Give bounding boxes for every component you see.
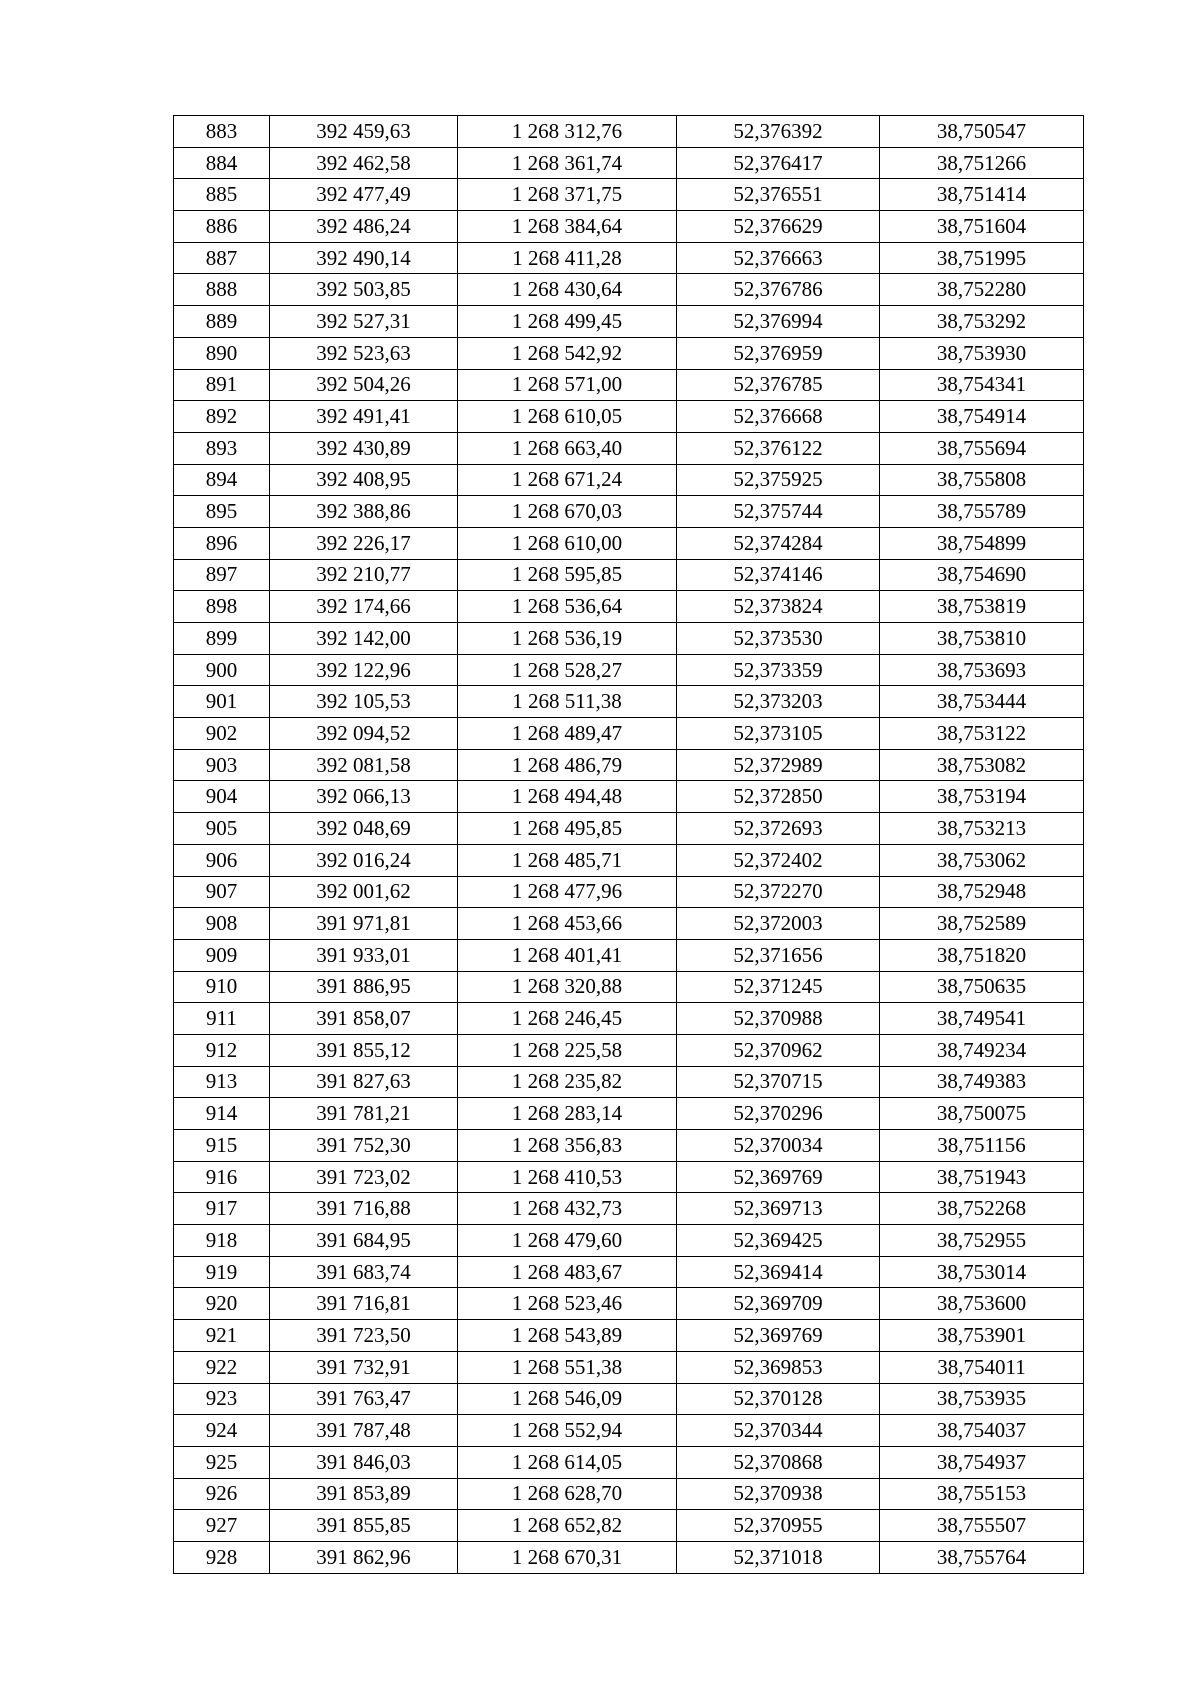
- x-coordinate-cell: 392 527,31: [270, 306, 458, 338]
- table-row: [174, 179, 1084, 211]
- x-coordinate-cell: 392 142,00: [270, 623, 458, 655]
- point-number-cell: 883: [174, 116, 270, 148]
- y-coordinate-cell: 1 268 246,45: [458, 1003, 677, 1035]
- y-coordinate-cell: 1 268 551,38: [458, 1351, 677, 1383]
- latitude-cell: 52,372989: [677, 749, 880, 781]
- latitude-cell: 52,372003: [677, 908, 880, 940]
- latitude-cell: 52,370955: [677, 1510, 880, 1542]
- longitude-cell: 38,749383: [880, 1066, 1084, 1098]
- table-row: [174, 876, 1084, 908]
- table-row: [174, 623, 1084, 655]
- longitude-cell: 38,753693: [880, 654, 1084, 686]
- point-number-cell: 911: [174, 1003, 270, 1035]
- y-coordinate-cell: 1 268 320,88: [458, 971, 677, 1003]
- table-row: [174, 1256, 1084, 1288]
- table-row: [174, 1225, 1084, 1257]
- point-number-cell: 927: [174, 1510, 270, 1542]
- latitude-cell: 52,369414: [677, 1256, 880, 1288]
- table-row: [174, 1130, 1084, 1162]
- point-number-cell: 912: [174, 1034, 270, 1066]
- y-coordinate-cell: 1 268 477,96: [458, 876, 677, 908]
- latitude-cell: 52,373824: [677, 591, 880, 623]
- table-row: [174, 1003, 1084, 1035]
- point-number-cell: 885: [174, 179, 270, 211]
- y-coordinate-cell: 1 268 430,64: [458, 274, 677, 306]
- y-coordinate-cell: 1 268 670,03: [458, 496, 677, 528]
- latitude-cell: 52,370868: [677, 1446, 880, 1478]
- table-row: [174, 971, 1084, 1003]
- longitude-cell: 38,751266: [880, 147, 1084, 179]
- longitude-cell: 38,753082: [880, 749, 1084, 781]
- table-row: [174, 147, 1084, 179]
- y-coordinate-cell: 1 268 536,64: [458, 591, 677, 623]
- latitude-cell: 52,369425: [677, 1225, 880, 1257]
- table-row: [174, 559, 1084, 591]
- point-number-cell: 898: [174, 591, 270, 623]
- x-coordinate-cell: 392 490,14: [270, 242, 458, 274]
- longitude-cell: 38,755694: [880, 432, 1084, 464]
- x-coordinate-cell: 391 723,50: [270, 1320, 458, 1352]
- latitude-cell: 52,376786: [677, 274, 880, 306]
- table-row: [174, 242, 1084, 274]
- longitude-cell: 38,753930: [880, 337, 1084, 369]
- longitude-cell: 38,753819: [880, 591, 1084, 623]
- y-coordinate-cell: 1 268 610,05: [458, 401, 677, 433]
- x-coordinate-cell: 391 933,01: [270, 939, 458, 971]
- longitude-cell: 38,754690: [880, 559, 1084, 591]
- y-coordinate-cell: 1 268 543,89: [458, 1320, 677, 1352]
- table-row: [174, 781, 1084, 813]
- longitude-cell: 38,751414: [880, 179, 1084, 211]
- coordinates-table-body: [174, 116, 1084, 1574]
- x-coordinate-cell: 391 846,03: [270, 1446, 458, 1478]
- latitude-cell: 52,372402: [677, 844, 880, 876]
- latitude-cell: 52,369853: [677, 1351, 880, 1383]
- x-coordinate-cell: 392 408,95: [270, 464, 458, 496]
- y-coordinate-cell: 1 268 356,83: [458, 1130, 677, 1162]
- longitude-cell: 38,753062: [880, 844, 1084, 876]
- y-coordinate-cell: 1 268 411,28: [458, 242, 677, 274]
- y-coordinate-cell: 1 268 235,82: [458, 1066, 677, 1098]
- point-number-cell: 917: [174, 1193, 270, 1225]
- x-coordinate-cell: 392 491,41: [270, 401, 458, 433]
- point-number-cell: 909: [174, 939, 270, 971]
- longitude-cell: 38,753444: [880, 686, 1084, 718]
- point-number-cell: 904: [174, 781, 270, 813]
- latitude-cell: 52,370034: [677, 1130, 880, 1162]
- x-coordinate-cell: 391 763,47: [270, 1383, 458, 1415]
- x-coordinate-cell: 392 210,77: [270, 559, 458, 591]
- x-coordinate-cell: 392 459,63: [270, 116, 458, 148]
- longitude-cell: 38,752948: [880, 876, 1084, 908]
- x-coordinate-cell: 391 886,95: [270, 971, 458, 1003]
- table-row: [174, 591, 1084, 623]
- y-coordinate-cell: 1 268 663,40: [458, 432, 677, 464]
- x-coordinate-cell: 391 862,96: [270, 1541, 458, 1573]
- x-coordinate-cell: 391 684,95: [270, 1225, 458, 1257]
- point-number-cell: 915: [174, 1130, 270, 1162]
- y-coordinate-cell: 1 268 628,70: [458, 1478, 677, 1510]
- x-coordinate-cell: 392 430,89: [270, 432, 458, 464]
- y-coordinate-cell: 1 268 610,00: [458, 527, 677, 559]
- longitude-cell: 38,751943: [880, 1161, 1084, 1193]
- latitude-cell: 52,376551: [677, 179, 880, 211]
- table-row: [174, 306, 1084, 338]
- longitude-cell: 38,753292: [880, 306, 1084, 338]
- x-coordinate-cell: 392 081,58: [270, 749, 458, 781]
- point-number-cell: 894: [174, 464, 270, 496]
- table-row: [174, 844, 1084, 876]
- table-row: [174, 211, 1084, 243]
- longitude-cell: 38,751604: [880, 211, 1084, 243]
- point-number-cell: 900: [174, 654, 270, 686]
- x-coordinate-cell: 392 001,62: [270, 876, 458, 908]
- point-number-cell: 903: [174, 749, 270, 781]
- latitude-cell: 52,371245: [677, 971, 880, 1003]
- longitude-cell: 38,749234: [880, 1034, 1084, 1066]
- longitude-cell: 38,750075: [880, 1098, 1084, 1130]
- x-coordinate-cell: 391 683,74: [270, 1256, 458, 1288]
- longitude-cell: 38,752268: [880, 1193, 1084, 1225]
- longitude-cell: 38,751156: [880, 1130, 1084, 1162]
- point-number-cell: 914: [174, 1098, 270, 1130]
- x-coordinate-cell: 392 048,69: [270, 813, 458, 845]
- x-coordinate-cell: 392 094,52: [270, 718, 458, 750]
- y-coordinate-cell: 1 268 401,41: [458, 939, 677, 971]
- x-coordinate-cell: 391 781,21: [270, 1098, 458, 1130]
- longitude-cell: 38,752280: [880, 274, 1084, 306]
- table-row: [174, 401, 1084, 433]
- longitude-cell: 38,755808: [880, 464, 1084, 496]
- longitude-cell: 38,754899: [880, 527, 1084, 559]
- latitude-cell: 52,373359: [677, 654, 880, 686]
- point-number-cell: 920: [174, 1288, 270, 1320]
- longitude-cell: 38,754011: [880, 1351, 1084, 1383]
- y-coordinate-cell: 1 268 528,27: [458, 654, 677, 686]
- longitude-cell: 38,751995: [880, 242, 1084, 274]
- table-row: [174, 1098, 1084, 1130]
- x-coordinate-cell: 392 105,53: [270, 686, 458, 718]
- latitude-cell: 52,373105: [677, 718, 880, 750]
- latitude-cell: 52,376122: [677, 432, 880, 464]
- latitude-cell: 52,369713: [677, 1193, 880, 1225]
- latitude-cell: 52,369709: [677, 1288, 880, 1320]
- point-number-cell: 887: [174, 242, 270, 274]
- latitude-cell: 52,370296: [677, 1098, 880, 1130]
- y-coordinate-cell: 1 268 312,76: [458, 116, 677, 148]
- x-coordinate-cell: 392 174,66: [270, 591, 458, 623]
- point-number-cell: 888: [174, 274, 270, 306]
- longitude-cell: 38,751820: [880, 939, 1084, 971]
- longitude-cell: 38,753935: [880, 1383, 1084, 1415]
- latitude-cell: 52,370715: [677, 1066, 880, 1098]
- latitude-cell: 52,375744: [677, 496, 880, 528]
- longitude-cell: 38,753014: [880, 1256, 1084, 1288]
- y-coordinate-cell: 1 268 483,67: [458, 1256, 677, 1288]
- latitude-cell: 52,372693: [677, 813, 880, 845]
- table-row: [174, 527, 1084, 559]
- longitude-cell: 38,753122: [880, 718, 1084, 750]
- point-number-cell: 901: [174, 686, 270, 718]
- point-number-cell: 906: [174, 844, 270, 876]
- point-number-cell: 910: [174, 971, 270, 1003]
- point-number-cell: 926: [174, 1478, 270, 1510]
- longitude-cell: 38,753810: [880, 623, 1084, 655]
- x-coordinate-cell: 391 855,85: [270, 1510, 458, 1542]
- table-row: [174, 686, 1084, 718]
- y-coordinate-cell: 1 268 361,74: [458, 147, 677, 179]
- table-row: [174, 1193, 1084, 1225]
- table-row: [174, 1541, 1084, 1573]
- longitude-cell: 38,749541: [880, 1003, 1084, 1035]
- table-row: [174, 654, 1084, 686]
- y-coordinate-cell: 1 268 453,66: [458, 908, 677, 940]
- latitude-cell: 52,373203: [677, 686, 880, 718]
- y-coordinate-cell: 1 268 489,47: [458, 718, 677, 750]
- coordinates-table: [173, 115, 1084, 1574]
- y-coordinate-cell: 1 268 652,82: [458, 1510, 677, 1542]
- table-row: [174, 1383, 1084, 1415]
- y-coordinate-cell: 1 268 571,00: [458, 369, 677, 401]
- point-number-cell: 884: [174, 147, 270, 179]
- y-coordinate-cell: 1 268 410,53: [458, 1161, 677, 1193]
- latitude-cell: 52,371656: [677, 939, 880, 971]
- latitude-cell: 52,376785: [677, 369, 880, 401]
- x-coordinate-cell: 391 752,30: [270, 1130, 458, 1162]
- point-number-cell: 919: [174, 1256, 270, 1288]
- point-number-cell: 896: [174, 527, 270, 559]
- x-coordinate-cell: 391 716,81: [270, 1288, 458, 1320]
- latitude-cell: 52,376392: [677, 116, 880, 148]
- point-number-cell: 923: [174, 1383, 270, 1415]
- table-row: [174, 1034, 1084, 1066]
- y-coordinate-cell: 1 268 671,24: [458, 464, 677, 496]
- y-coordinate-cell: 1 268 546,09: [458, 1383, 677, 1415]
- y-coordinate-cell: 1 268 499,45: [458, 306, 677, 338]
- longitude-cell: 38,750635: [880, 971, 1084, 1003]
- point-number-cell: 908: [174, 908, 270, 940]
- y-coordinate-cell: 1 268 511,38: [458, 686, 677, 718]
- y-coordinate-cell: 1 268 614,05: [458, 1446, 677, 1478]
- y-coordinate-cell: 1 268 552,94: [458, 1415, 677, 1447]
- x-coordinate-cell: 392 462,58: [270, 147, 458, 179]
- longitude-cell: 38,754037: [880, 1415, 1084, 1447]
- table-row: [174, 718, 1084, 750]
- table-row: [174, 1320, 1084, 1352]
- x-coordinate-cell: 392 504,26: [270, 369, 458, 401]
- latitude-cell: 52,376629: [677, 211, 880, 243]
- x-coordinate-cell: 391 858,07: [270, 1003, 458, 1035]
- y-coordinate-cell: 1 268 432,73: [458, 1193, 677, 1225]
- longitude-cell: 38,752589: [880, 908, 1084, 940]
- x-coordinate-cell: 392 503,85: [270, 274, 458, 306]
- y-coordinate-cell: 1 268 523,46: [458, 1288, 677, 1320]
- table-row: [174, 432, 1084, 464]
- table-row: [174, 1288, 1084, 1320]
- longitude-cell: 38,753901: [880, 1320, 1084, 1352]
- point-number-cell: 890: [174, 337, 270, 369]
- y-coordinate-cell: 1 268 595,85: [458, 559, 677, 591]
- table-row: [174, 1351, 1084, 1383]
- longitude-cell: 38,753600: [880, 1288, 1084, 1320]
- x-coordinate-cell: 392 523,63: [270, 337, 458, 369]
- latitude-cell: 52,369769: [677, 1161, 880, 1193]
- point-number-cell: 902: [174, 718, 270, 750]
- x-coordinate-cell: 392 066,13: [270, 781, 458, 813]
- longitude-cell: 38,755764: [880, 1541, 1084, 1573]
- point-number-cell: 893: [174, 432, 270, 464]
- point-number-cell: 895: [174, 496, 270, 528]
- longitude-cell: 38,755153: [880, 1478, 1084, 1510]
- x-coordinate-cell: 391 827,63: [270, 1066, 458, 1098]
- y-coordinate-cell: 1 268 542,92: [458, 337, 677, 369]
- x-coordinate-cell: 392 486,24: [270, 211, 458, 243]
- latitude-cell: 52,373530: [677, 623, 880, 655]
- table-row: [174, 496, 1084, 528]
- table-row: [174, 1478, 1084, 1510]
- longitude-cell: 38,753213: [880, 813, 1084, 845]
- point-number-cell: 928: [174, 1541, 270, 1573]
- x-coordinate-cell: 391 855,12: [270, 1034, 458, 1066]
- longitude-cell: 38,752955: [880, 1225, 1084, 1257]
- latitude-cell: 52,372270: [677, 876, 880, 908]
- longitude-cell: 38,755507: [880, 1510, 1084, 1542]
- y-coordinate-cell: 1 268 384,64: [458, 211, 677, 243]
- table-row: [174, 1066, 1084, 1098]
- y-coordinate-cell: 1 268 495,85: [458, 813, 677, 845]
- x-coordinate-cell: 391 723,02: [270, 1161, 458, 1193]
- point-number-cell: 907: [174, 876, 270, 908]
- table-row: [174, 274, 1084, 306]
- latitude-cell: 52,375925: [677, 464, 880, 496]
- latitude-cell: 52,374146: [677, 559, 880, 591]
- longitude-cell: 38,750547: [880, 116, 1084, 148]
- longitude-cell: 38,755789: [880, 496, 1084, 528]
- y-coordinate-cell: 1 268 670,31: [458, 1541, 677, 1573]
- point-number-cell: 921: [174, 1320, 270, 1352]
- point-number-cell: 922: [174, 1351, 270, 1383]
- latitude-cell: 52,376663: [677, 242, 880, 274]
- point-number-cell: 886: [174, 211, 270, 243]
- point-number-cell: 913: [174, 1066, 270, 1098]
- longitude-cell: 38,754341: [880, 369, 1084, 401]
- table-row: [174, 1415, 1084, 1447]
- latitude-cell: 52,370128: [677, 1383, 880, 1415]
- y-coordinate-cell: 1 268 486,79: [458, 749, 677, 781]
- latitude-cell: 52,376959: [677, 337, 880, 369]
- longitude-cell: 38,753194: [880, 781, 1084, 813]
- point-number-cell: 891: [174, 369, 270, 401]
- x-coordinate-cell: 392 388,86: [270, 496, 458, 528]
- point-number-cell: 892: [174, 401, 270, 433]
- table-row: [174, 1510, 1084, 1542]
- y-coordinate-cell: 1 268 225,58: [458, 1034, 677, 1066]
- point-number-cell: 918: [174, 1225, 270, 1257]
- y-coordinate-cell: 1 268 283,14: [458, 1098, 677, 1130]
- table-row: [174, 337, 1084, 369]
- table-row: [174, 116, 1084, 148]
- point-number-cell: 889: [174, 306, 270, 338]
- latitude-cell: 52,374284: [677, 527, 880, 559]
- table-row: [174, 369, 1084, 401]
- latitude-cell: 52,376668: [677, 401, 880, 433]
- x-coordinate-cell: 391 716,88: [270, 1193, 458, 1225]
- x-coordinate-cell: 392 122,96: [270, 654, 458, 686]
- table-row: [174, 813, 1084, 845]
- table-row: [174, 464, 1084, 496]
- y-coordinate-cell: 1 268 485,71: [458, 844, 677, 876]
- latitude-cell: 52,370344: [677, 1415, 880, 1447]
- longitude-cell: 38,754914: [880, 401, 1084, 433]
- longitude-cell: 38,754937: [880, 1446, 1084, 1478]
- point-number-cell: 897: [174, 559, 270, 591]
- latitude-cell: 52,369769: [677, 1320, 880, 1352]
- x-coordinate-cell: 391 732,91: [270, 1351, 458, 1383]
- latitude-cell: 52,376994: [677, 306, 880, 338]
- y-coordinate-cell: 1 268 536,19: [458, 623, 677, 655]
- point-number-cell: 925: [174, 1446, 270, 1478]
- latitude-cell: 52,376417: [677, 147, 880, 179]
- x-coordinate-cell: 391 787,48: [270, 1415, 458, 1447]
- table-row: [174, 749, 1084, 781]
- y-coordinate-cell: 1 268 371,75: [458, 179, 677, 211]
- latitude-cell: 52,370962: [677, 1034, 880, 1066]
- point-number-cell: 916: [174, 1161, 270, 1193]
- x-coordinate-cell: 392 226,17: [270, 527, 458, 559]
- latitude-cell: 52,370938: [677, 1478, 880, 1510]
- table-row: [174, 1446, 1084, 1478]
- latitude-cell: 52,372850: [677, 781, 880, 813]
- point-number-cell: 924: [174, 1415, 270, 1447]
- table-row: [174, 939, 1084, 971]
- x-coordinate-cell: 391 971,81: [270, 908, 458, 940]
- y-coordinate-cell: 1 268 494,48: [458, 781, 677, 813]
- table-row: [174, 908, 1084, 940]
- x-coordinate-cell: 391 853,89: [270, 1478, 458, 1510]
- x-coordinate-cell: 392 477,49: [270, 179, 458, 211]
- x-coordinate-cell: 392 016,24: [270, 844, 458, 876]
- latitude-cell: 52,371018: [677, 1541, 880, 1573]
- point-number-cell: 899: [174, 623, 270, 655]
- y-coordinate-cell: 1 268 479,60: [458, 1225, 677, 1257]
- point-number-cell: 905: [174, 813, 270, 845]
- latitude-cell: 52,370988: [677, 1003, 880, 1035]
- table-row: [174, 1161, 1084, 1193]
